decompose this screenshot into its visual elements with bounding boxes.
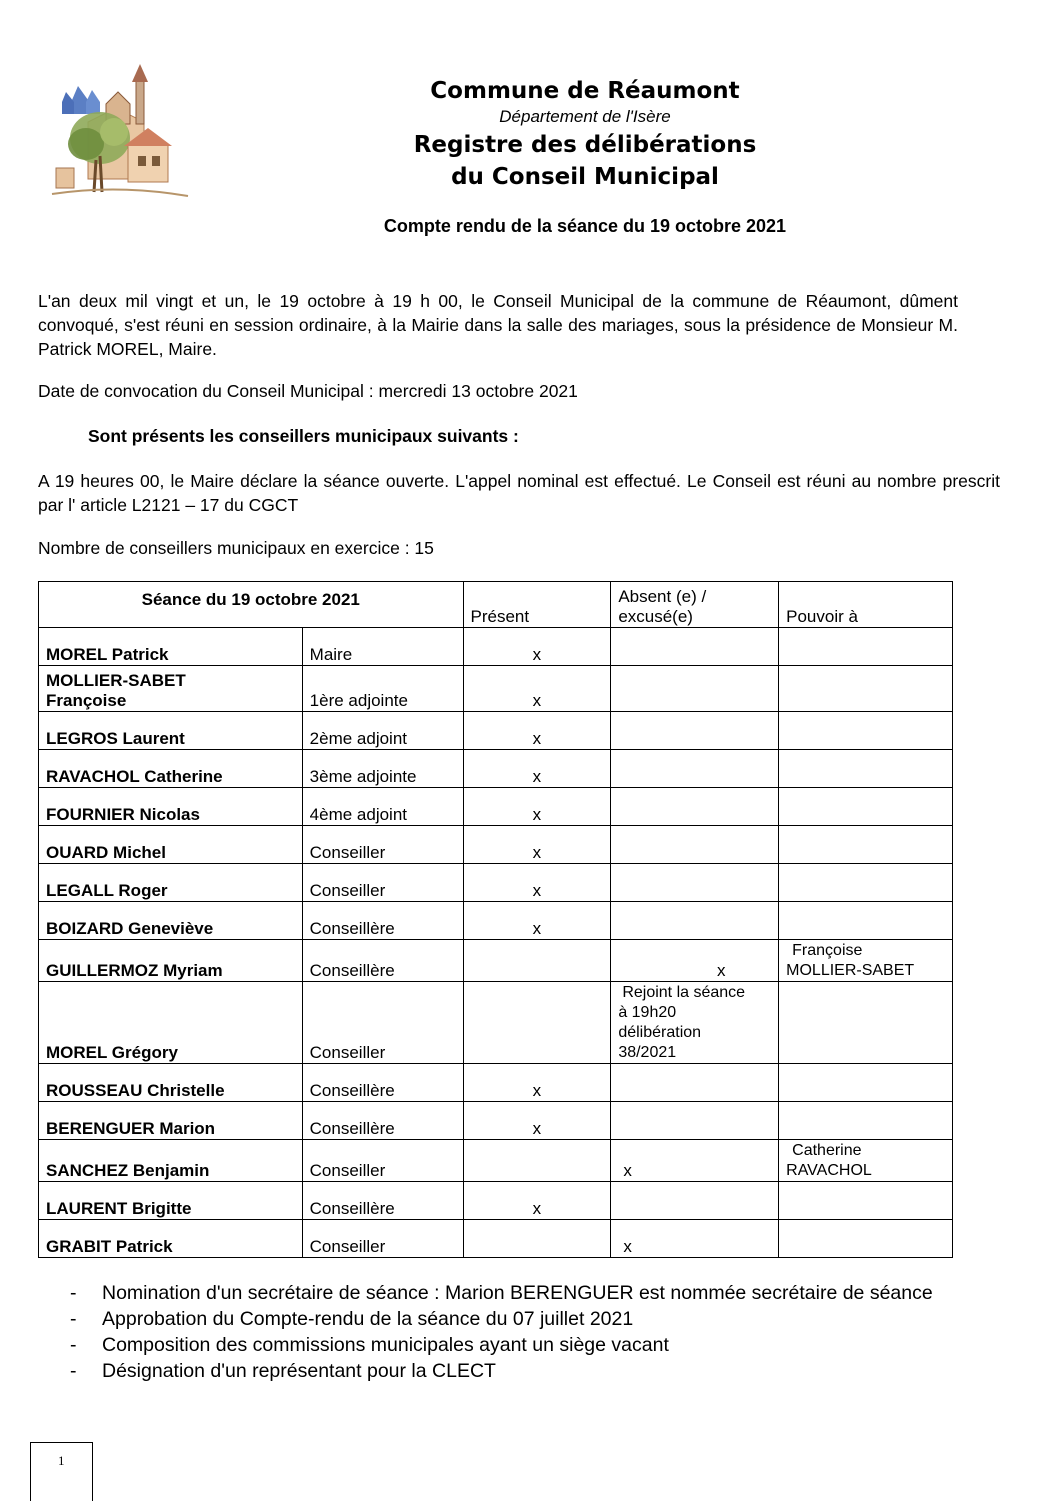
- agenda-item: - Approbation du Compte-rendu de la séance du 07 juillet 2021: [62, 1307, 962, 1332]
- member-name: GRABIT Patrick: [39, 1220, 303, 1258]
- pouvoir-line2: MOLLIER-SABET: [786, 962, 915, 979]
- intro-paragraph: L'an deux mil vingt et un, le 19 octobre à 19 h 00, le Conseil Municipal de la commune de Réaumont, dûment convoqué, s'est réuni en session ordinaire, à la Mairie dans la salle des mariages, sous la présidence de Monsieur M. Patrick MOREL, Maire.: [38, 291, 958, 359]
- convocation-date: Date de convocation du Conseil Municipal : mercredi 13 octobre 2021: [38, 381, 578, 401]
- present-mark: x: [463, 1102, 611, 1140]
- present-mark: [463, 982, 611, 1064]
- member-name: RAVACHOL Catherine: [39, 750, 303, 788]
- member-role: Maire: [302, 628, 463, 666]
- absent-cell: [611, 628, 779, 666]
- present-mark: x: [463, 712, 611, 750]
- pouvoir-cell: [779, 666, 953, 712]
- header-absent: [611, 582, 779, 628]
- member-name: LEGROS Laurent: [39, 712, 303, 750]
- absent-note-line: Rejoint la séance: [622, 984, 746, 1001]
- member-role: Conseillère: [302, 1102, 463, 1140]
- absent-cell: [611, 826, 779, 864]
- header-present: Présent: [463, 582, 611, 628]
- table-row: [39, 1140, 953, 1182]
- header-pouvoir: Pouvoir à: [779, 582, 953, 628]
- member-role: Conseiller: [302, 864, 463, 902]
- member-name: [39, 666, 303, 712]
- pouvoir-cell: [779, 1102, 953, 1140]
- present-mark: x: [463, 666, 611, 712]
- pouvoir-line2: RAVACHOL: [786, 1162, 872, 1179]
- absent-cell: [611, 666, 779, 712]
- pouvoir-cell: [779, 982, 953, 1064]
- present-mark: x: [463, 1064, 611, 1102]
- present-mark: x: [463, 788, 611, 826]
- member-role: 4ème adjoint: [302, 788, 463, 826]
- pouvoir-cell: [779, 1220, 953, 1258]
- member-name: ROUSSEAU Christelle: [39, 1064, 303, 1102]
- member-name: LAURENT Brigitte: [39, 1182, 303, 1220]
- absent-cell: [611, 788, 779, 826]
- pouvoir-cell: [779, 940, 953, 982]
- pouvoir-cell: [779, 1182, 953, 1220]
- pouvoir-cell: [779, 628, 953, 666]
- departement-subtitle: Département de l'Isère: [499, 107, 671, 126]
- member-name-line2: Françoise: [46, 691, 127, 710]
- absent-cell: [611, 750, 779, 788]
- absent-cell: [611, 712, 779, 750]
- absent-note-line: 38/2021: [618, 1044, 677, 1061]
- member-role: 2ème adjoint: [302, 712, 463, 750]
- table-row: [39, 788, 953, 826]
- registre-title-line2: du Conseil Municipal: [451, 164, 719, 190]
- table-row: [39, 1182, 953, 1220]
- pouvoir-line1: Catherine: [792, 1142, 862, 1159]
- member-role: 1ère adjointe: [302, 666, 463, 712]
- present-mark: [463, 1140, 611, 1182]
- commune-title: Commune de Réaumont: [430, 78, 740, 104]
- member-role: 3ème adjointe: [302, 750, 463, 788]
- member-role: Conseiller: [302, 1140, 463, 1182]
- member-name: FOURNIER Nicolas: [39, 788, 303, 826]
- member-name: MOREL Grégory: [39, 982, 303, 1064]
- pouvoir-cell: [779, 864, 953, 902]
- absent-cell: [611, 1102, 779, 1140]
- member-name: LEGALL Roger: [39, 864, 303, 902]
- attendance-table: [38, 581, 953, 1258]
- table-row: [39, 982, 953, 1064]
- absent-note: [611, 982, 779, 1064]
- table-row: [39, 666, 953, 712]
- absent-cell: [611, 1182, 779, 1220]
- member-role: Conseiller: [302, 982, 463, 1064]
- agenda-item: - Désignation d'un représentant pour la CLECT: [62, 1359, 962, 1384]
- member-name: BOIZARD Geneviève: [39, 902, 303, 940]
- table-row: [39, 712, 953, 750]
- member-role: Conseillère: [302, 1182, 463, 1220]
- table-row: [39, 628, 953, 666]
- present-mark: [463, 940, 611, 982]
- present-mark: x: [463, 864, 611, 902]
- agenda-item: - Composition des commissions municipales ayant un siège vacant: [62, 1333, 962, 1358]
- header-seance: Séance du 19 octobre 2021: [39, 582, 464, 628]
- pouvoir-cell: [779, 788, 953, 826]
- absent-cell: [611, 1064, 779, 1102]
- table-row: [39, 750, 953, 788]
- pouvoir-cell: [779, 712, 953, 750]
- nombre-conseillers: Nombre de conseillers municipaux en exercice : 15: [38, 538, 434, 558]
- table-row: [39, 1102, 953, 1140]
- table-row: [39, 826, 953, 864]
- header-absent-line1: Absent (e) /: [618, 587, 707, 606]
- member-role: Conseillère: [302, 1064, 463, 1102]
- present-mark: x: [463, 750, 611, 788]
- member-role: Conseiller: [302, 826, 463, 864]
- member-role: Conseiller: [302, 1220, 463, 1258]
- absent-mark: x: [611, 1140, 779, 1182]
- absent-cell: [611, 864, 779, 902]
- present-mark: x: [463, 826, 611, 864]
- table-row: [39, 1064, 953, 1102]
- member-name: MOREL Patrick: [39, 628, 303, 666]
- header-absent-line2: excusé(e): [618, 607, 693, 626]
- pouvoir-cell: [779, 1064, 953, 1102]
- member-name: BERENGUER Marion: [39, 1102, 303, 1140]
- absent-mark: x: [611, 940, 779, 982]
- village-church-logo: [48, 64, 190, 206]
- pouvoir-cell: [779, 1140, 953, 1182]
- present-mark: x: [463, 902, 611, 940]
- present-mark: x: [463, 1182, 611, 1220]
- present-mark: x: [463, 628, 611, 666]
- table-row: [39, 864, 953, 902]
- pouvoir-cell: [779, 902, 953, 940]
- member-name: GUILLERMOZ Myriam: [39, 940, 303, 982]
- absent-cell: [611, 902, 779, 940]
- pouvoir-cell: [779, 826, 953, 864]
- absent-note-line: à 19h20: [618, 1004, 677, 1021]
- member-name: OUARD Michel: [39, 826, 303, 864]
- pouvoir-line1: Françoise: [792, 942, 863, 959]
- member-role: Conseillère: [302, 940, 463, 982]
- agenda-item: - Nomination d'un secrétaire de séance : Marion BERENGUER est nommée secrétaire de séance: [62, 1281, 962, 1306]
- registre-title-line1: Registre des délibérations: [413, 132, 757, 158]
- page-number: 1: [58, 1453, 65, 1468]
- table-row: [39, 940, 953, 982]
- absent-note-line: délibération: [618, 1024, 702, 1041]
- table-row: [39, 902, 953, 940]
- table-row: [39, 1220, 953, 1258]
- member-name-line1: MOLLIER-SABET: [46, 671, 186, 690]
- table-header-row: [39, 582, 953, 628]
- present-mark: [463, 1220, 611, 1258]
- ouverture-paragraph: A 19 heures 00, le Maire déclare la séance ouverte. L'appel nominal est effectué. Le Conseil est réuni au nombre prescrit par l' article L2121 – 17 du CGCT: [38, 471, 1000, 515]
- compte-rendu-title: Compte rendu de la séance du 19 octobre 2021: [383, 216, 787, 236]
- member-name: SANCHEZ Benjamin: [39, 1140, 303, 1182]
- page-number-box: [30, 1442, 93, 1501]
- absent-mark: x: [611, 1220, 779, 1258]
- member-role: Conseillère: [302, 902, 463, 940]
- agenda-list: [62, 1281, 962, 1385]
- pouvoir-cell: [779, 750, 953, 788]
- presents-heading: Sont présents les conseillers municipaux suivants :: [88, 426, 519, 446]
